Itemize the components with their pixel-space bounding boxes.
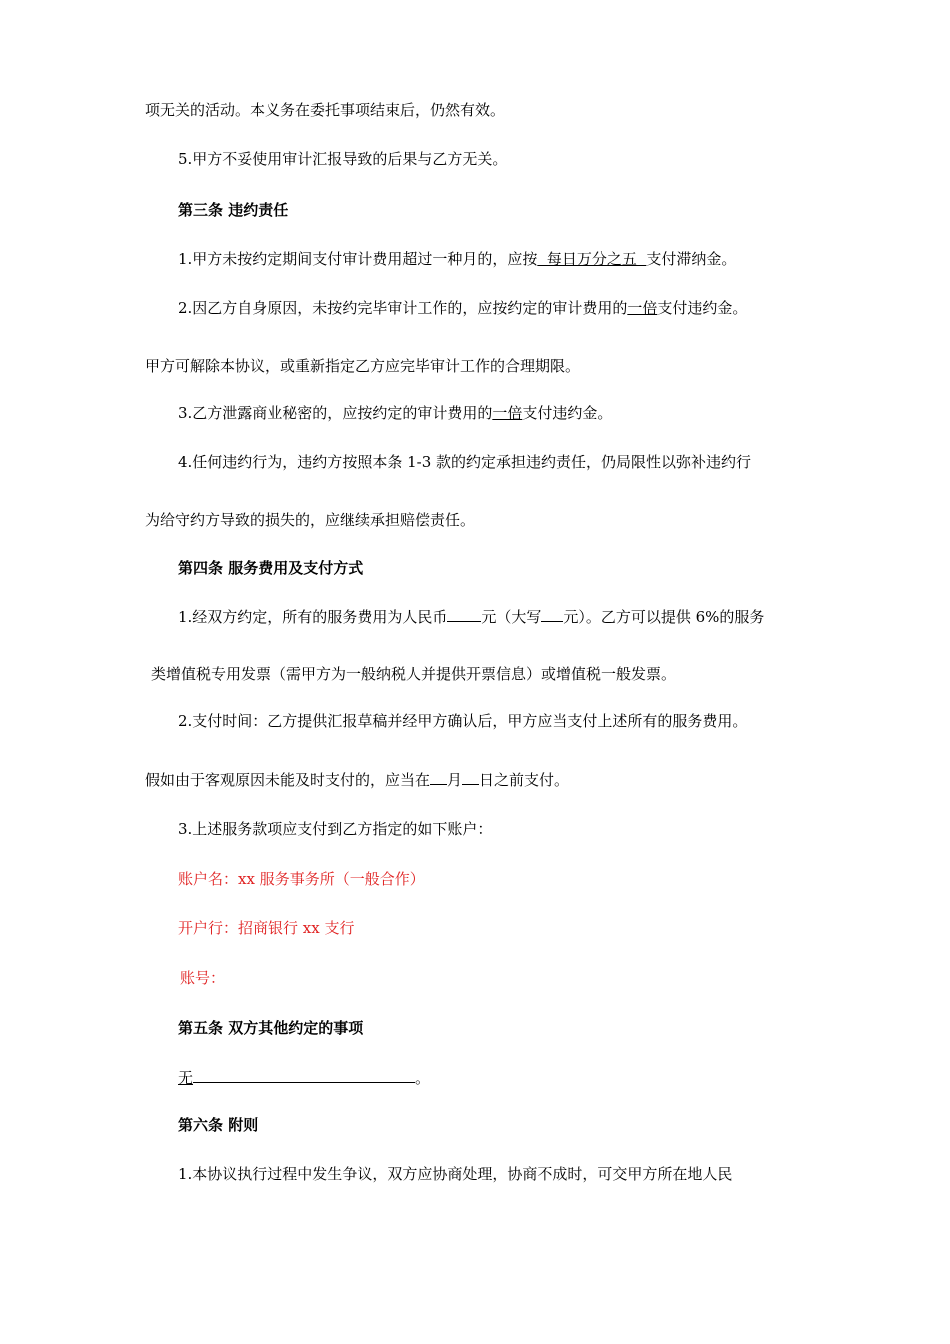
clause-text: 1.经双方约定，所有的服务费用为人民币 — [178, 608, 448, 626]
clause-item-3 — [178, 403, 612, 423]
clause-text: 1.甲方未按约定期间支付审计费用超过一种月的，应按 — [178, 250, 538, 268]
section-heading-breach: 第三条 违约责任 — [178, 201, 289, 219]
other-terms-value: 无 — [178, 1069, 194, 1087]
section-heading-fees: 第四条 服务费用及支付方式 — [178, 559, 364, 577]
section-heading-supplementary: 第六条 附则 — [178, 1116, 259, 1134]
other-terms-line — [178, 1067, 430, 1088]
fee-clause-2: 2.支付时间：乙方提供汇报草稿并经甲方确认后，甲方应当支付上述所有的服务费用。 — [178, 712, 748, 730]
fee-clause-1 — [178, 606, 764, 627]
bank-branch: 开户行：招商银行 xx 支行 — [178, 919, 355, 937]
clause-text: 元）。乙方可以提供 6%的服务 — [563, 608, 765, 626]
clause-text: 2.因乙方自身原因，未按约完毕审计工作的，应按约定的审计费用的 — [178, 299, 628, 317]
clause-text: 3.乙方泄露商业秘密的，应按约定的审计费用的 — [178, 404, 493, 422]
clause-text: 支付违约金。 — [657, 299, 748, 317]
clause-text: 月 — [447, 771, 463, 789]
paragraph-line: 类增值税专用发票（需甲方为一般纳税人并提供开票信息）或增值税一般发票。 — [151, 665, 677, 683]
account-name: 账户名：xx 服务事务所（一般合作） — [178, 870, 425, 888]
clause-item-5: 5.甲方不妥使用审计汇报导致的后果与乙方无关。 — [178, 150, 508, 168]
clause-text: 日之前支付。 — [479, 771, 570, 789]
clause-text: 。 — [415, 1069, 431, 1087]
clause-item-1 — [178, 249, 736, 269]
paragraph-line — [145, 769, 569, 790]
paragraph-line: 项无关的活动。本义务在委托事项结束后，仍然有效。 — [145, 101, 506, 119]
amount-blank — [447, 606, 481, 622]
paragraph-line: 为给守约方导致的损失的，应继续承担赔偿责任。 — [145, 511, 476, 529]
supplementary-clause-1: 1.本协议执行过程中发生争议，双方应协商处理，协商不成时，可交甲方所在地人民 — [178, 1165, 733, 1183]
other-terms-blank — [193, 1067, 415, 1083]
clause-text: 假如由于客观原因未能及时支付的，应当在 — [145, 771, 431, 789]
clause-text: 元（大写 — [481, 608, 542, 626]
day-blank — [462, 769, 479, 785]
clause-text: 支付违约金。 — [522, 404, 613, 422]
clause-item-4: 4.任何违约行为，违约方按照本条 1-3 款的约定承担违约责任，仍局限性以弥补违约行 — [178, 453, 752, 471]
penalty-multiple: 一倍 — [627, 299, 658, 317]
fee-clause-3: 3.上述服务款项应支付到乙方指定的如下账户： — [178, 820, 493, 838]
late-fee-rate: 每日万分之五 — [537, 250, 647, 268]
penalty-multiple: 一倍 — [492, 404, 523, 422]
amount-words-blank — [541, 606, 563, 622]
section-heading-other: 第五条 双方其他约定的事项 — [178, 1019, 364, 1037]
month-blank — [430, 769, 447, 785]
clause-text: 支付滞纳金。 — [646, 250, 737, 268]
account-number: 账号： — [180, 969, 226, 987]
paragraph-line: 甲方可解除本协议，或重新指定乙方应完毕审计工作的合理期限。 — [145, 357, 581, 375]
clause-item-2 — [178, 298, 747, 318]
